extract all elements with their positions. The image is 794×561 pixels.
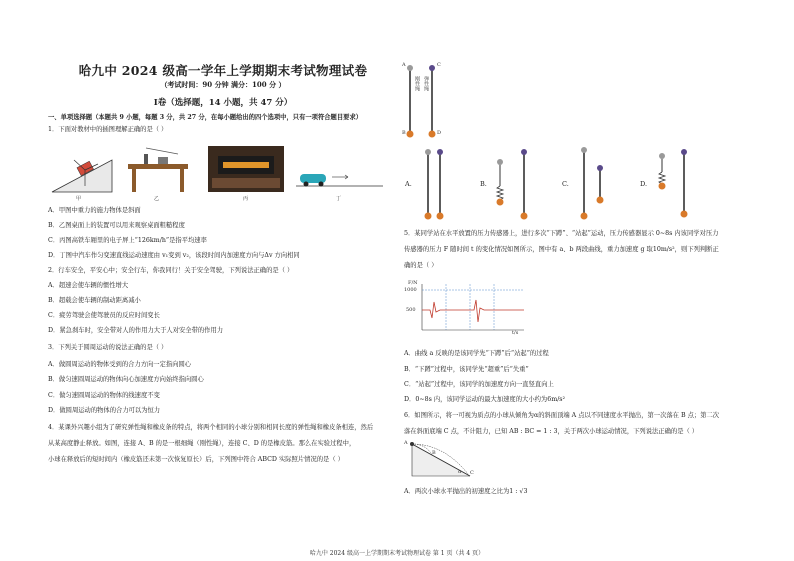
q6-option-a: A．两次小球水平抛出的初速度之比为1 : √3 <box>404 488 528 495</box>
q4-reference-figure <box>400 58 460 142</box>
ball-label-d: D <box>437 130 442 136</box>
car-figure <box>296 174 383 187</box>
q3-option-a: A．做圆周运动的物体受到的合力方向一定指向圆心 <box>48 361 192 368</box>
fig-label-yi: 乙 <box>154 196 160 202</box>
q6-incline-svg <box>404 440 478 482</box>
section-title: I卷（选择题，14 小题，共 47 分） <box>153 98 293 108</box>
q4-option-a-figure <box>425 149 444 220</box>
q4-line-1: 4．某课外兴趣小组为了研究弹性绳和橡皮条的特点，将两个相同的小球分别和相同长度的弹性绳和橡皮条相连，然后 <box>48 424 374 431</box>
q1-option-c: C．丙图高铁车厢里的电子屏上“126km/h”是指平均速率 <box>48 237 207 244</box>
q3-option-d: D．做圆周运动的物体的合力可以为恒力 <box>48 407 161 414</box>
q2-option-c: C．疲劳驾驶会使驾驶员的反应时间变长 <box>48 312 160 319</box>
q5-chart-svg <box>404 280 528 336</box>
q3-stem: 3．下列关于圆周运动的说法正确的是（ ） <box>48 344 168 351</box>
q5-ylabel: F/N <box>408 280 418 286</box>
q5-force-chart <box>404 280 528 336</box>
q2-option-a: A．超速会使车辆的惯性增大 <box>48 282 129 289</box>
q1-figure-strip <box>48 140 388 202</box>
q5-ytick-500: 500 <box>406 307 416 313</box>
q1-option-d: D．丁图中汽车作匀变速直线运动速度由 v₁变到 v₂，该段时间内加速度方向与Δv 方向相同 <box>48 252 300 259</box>
q5-option-b: B．“下蹲”过程中，该同学先“超重”后“失重” <box>404 366 529 373</box>
q6-incline-figure <box>404 440 478 482</box>
q5-option-a: A．曲线 a 反映的是该同学先“下蹲”后“站起”的过程 <box>404 350 549 357</box>
fig-label-ding: 丁 <box>336 196 342 202</box>
q3-option-c: C．做匀速圆周运动的物体的线速度不变 <box>48 392 160 399</box>
train-screen-figure <box>208 146 284 192</box>
q4-line-2: 从某高度静止释放。如图，连接 A、B 的是一根细绳（刚性绳），连接 C、D 的是橡皮筋。那么在实验过程中， <box>48 440 356 447</box>
q4-option-d-label: D. <box>640 180 648 188</box>
q2-option-d: D．紧急刹车时，安全带对人的作用力大于人对安全带的作用力 <box>48 327 224 334</box>
ball-label-b: B <box>402 130 406 136</box>
q5-ytick-1000: 1000 <box>404 287 417 293</box>
q6-label-a: A <box>404 440 408 446</box>
elastic-rope-label: 弹性绳 <box>423 76 429 91</box>
q5-line-3: 确的是（ ） <box>404 262 438 269</box>
q4-option-b-label: B. <box>480 180 487 188</box>
ball-label-c: C <box>437 62 441 68</box>
table-figure <box>128 148 188 192</box>
exam-title: 哈九中 2024 级高一学年上学期期末考试物理试卷 <box>78 63 368 78</box>
q2-option-b: B．超载会使车辆的制动距离减小 <box>48 297 141 304</box>
q6-line-2: 落在斜面底端 C 点，不计阻力，已知 AB : BC = 1 : 3，关于两次小球运动情况，下列说法正确的是（ ） <box>404 428 699 435</box>
q6-line-1: 6．如图所示，将一可视为质点的小球从倾角为α的斜面顶端 A 点以不同速度水平抛出，第一次落在 B 点；第二次 <box>404 412 720 419</box>
q4-reference-svg <box>400 58 460 142</box>
exam-subtitle: （考试时间：90 分钟 满分：100 分 ） <box>160 80 286 89</box>
q4-options-svg <box>400 142 700 222</box>
q1-option-b: B．乙图桌面上的装置可以用来观察桌面粗糙程度 <box>48 222 185 229</box>
q4-line-3: 小球在释放后的短时间内（橡皮筋还未第一次恢复原长）后，下列图中符合 ABCD 实际照片情况的是（ ） <box>48 456 344 463</box>
q3-option-b: B．做匀速圆周运动的物体向心加速度方向始终指向圆心 <box>48 376 204 383</box>
ball-label-a: A <box>402 62 406 68</box>
q6-label-alpha: α <box>458 469 462 475</box>
q6-label-b: B <box>432 450 436 456</box>
fig-label-bing: 丙 <box>243 196 249 202</box>
rigid-rope-label: 刚性绳 <box>414 76 420 91</box>
q4-option-b-figure <box>497 149 528 220</box>
q4-option-c-figure <box>581 147 604 220</box>
q1-stem: 1．下面对教材中的插图理解正确的是（ ） <box>48 126 168 133</box>
page-footer: 哈九中 2024 级高一上学期期末考试物理试卷 第 1 页（共 4 页） <box>309 550 485 557</box>
q2-stem: 2．行车安全，平安心中；安全行车，你我同行！关于安全驾驶，下列说法正确的是（ ） <box>48 267 294 274</box>
q1-option-a: A．甲图中重力的施力物体是斜面 <box>48 207 141 214</box>
q5-option-d: D．0~8s 内，该同学运动的最大加速度的大小约为6m/s² <box>404 396 566 403</box>
q6-label-c: C <box>470 470 474 476</box>
q5-line-1: 5．某同学站在水平放置的压力传感器上，进行多次“下蹲”、“站起”运动，压力传感器显示 0~8s 内该同学对压力 <box>404 230 719 237</box>
q4-option-a-label: A. <box>405 180 412 188</box>
q5-line-2: 传感器的压力 F 随时间 t 的变化情况如图所示，图中有 a、b 两段曲线，重力加速度 g 取10m/s²，则下列判断正 <box>404 246 719 253</box>
incline-figure <box>52 160 112 192</box>
q4-option-c-label: C. <box>562 180 569 188</box>
q5-xlabel: t/s <box>512 330 519 336</box>
fig-label-jia: 甲 <box>76 196 82 202</box>
q4-options-figure <box>400 142 700 222</box>
part1-instructions: 一、单项选择题（本题共 9 小题，每题 3 分，共 27 分，在每小题给出的四个选项中，只有一项符合题目要求） <box>48 114 363 121</box>
q4-option-d-figure <box>659 149 688 218</box>
q1-figures <box>48 140 388 202</box>
q5-option-c: C．“站起”过程中，该同学的加速度方向一直竖直向上 <box>404 381 554 388</box>
